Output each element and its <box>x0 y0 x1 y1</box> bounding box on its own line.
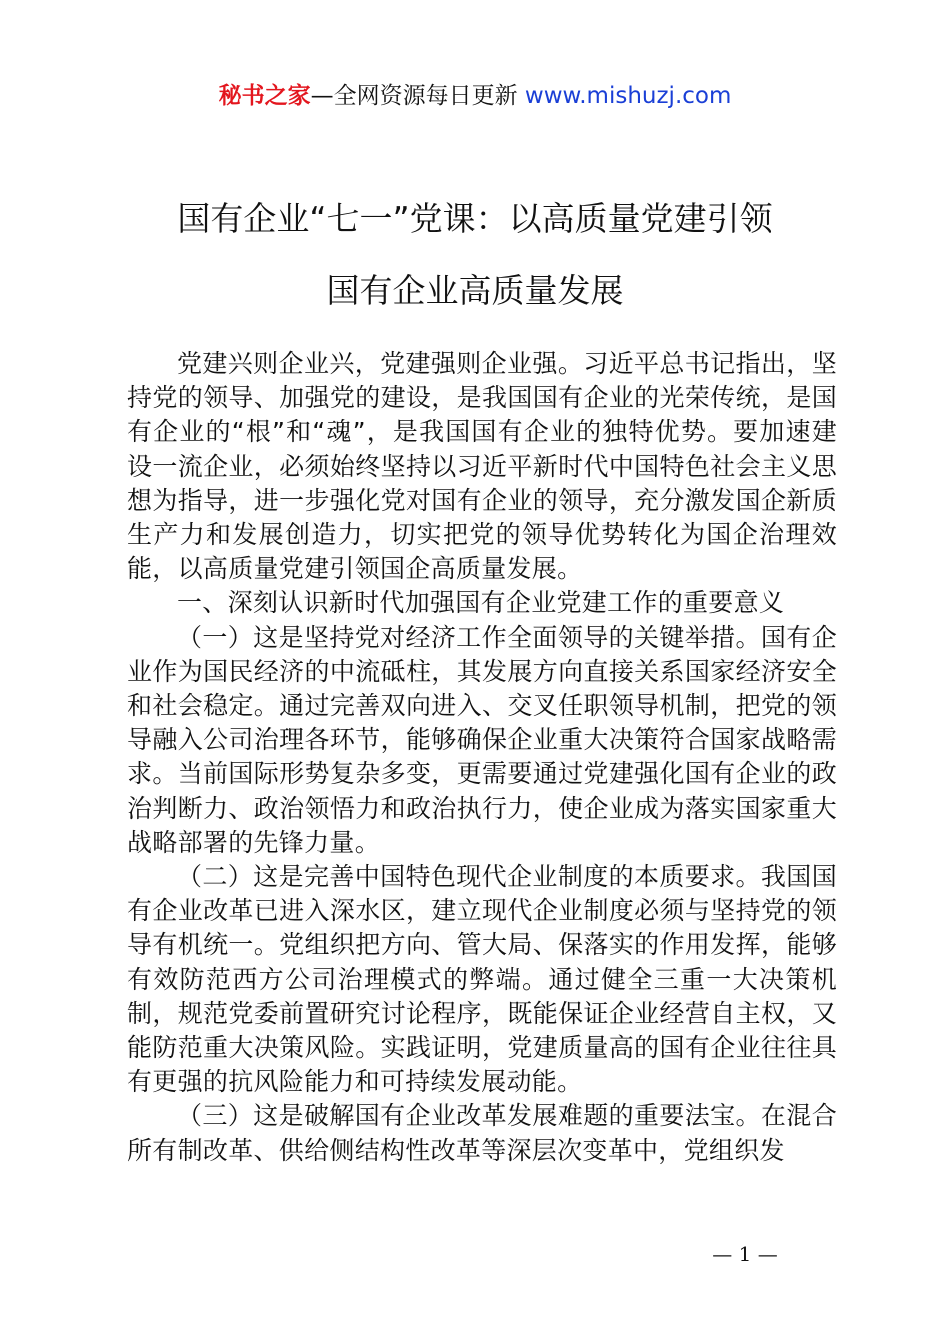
document-body <box>127 347 837 1168</box>
document-title <box>60 183 890 327</box>
title-line-1: 国有企业“七一”党课：以高质量党建引领 <box>177 199 773 238</box>
paragraph-point-3: （三）这是破解国有企业改革发展难题的重要法宝。在混合所有制改革、供给侧结构性改革等深层次变革中，党组织发 <box>127 1101 837 1165</box>
site-tagline: —全网资源每日更新 <box>310 83 525 109</box>
paragraph-point-1: （一）这是坚持党对经济工作全面领导的关键举措。国有企业作为国民经济的中流砥柱，其发展方向直接关系国家经济安全和社会稳定。通过完善双向进入、交叉任职领导机制，把党的领导融入公司治理各环节，能够确保企业重大决策符合国家战略需求。当前国际形势复杂多变，更需要通过党建强化国有企业的政治判断力、政治领悟力和政治执行力，使企业成为落实国家重大战略部署的先锋力量。 <box>127 622 837 857</box>
site-brand: 秘书之家 <box>218 83 311 109</box>
site-header <box>0 80 950 112</box>
section-heading-1: 一、深刻认识新时代加强国有企业党建工作的重要意义 <box>177 588 785 618</box>
paragraph-point-2: （二）这是完善中国特色现代企业制度的本质要求。我国国有企业改革已进入深水区，建立现代企业制度必须与坚持党的领导有机统一。党组织把方向、管大局、保落实的作用发挥，能够有效防范西方公司治理模式的弊端。通过健全三重一大决策机制，规范党委前置研究讨论程序，既能保证企业经营自主权，又能防范重大决策风险。实践证明，党建质量高的国有企业往往具有更强的抗风险能力和可持续发展动能。 <box>127 862 837 1097</box>
page-number: — 1 — <box>712 1242 778 1266</box>
site-url-link[interactable]: www.mishuzj.com <box>524 83 732 109</box>
paragraph-intro: 党建兴则企业兴，党建强则企业强。习近平总书记指出，坚持党的领导、加强党的建设，是我国国有企业的光荣传统，是国有企业的“根”和“魂”，是我国国有企业的独特优势。要加速建设一流企业，必须始终坚持以习近平新时代中国特色社会主义思想为指导，进一步强化党对国有企业的领导，充分激发国企新质生产力和发展创造力，切实把党的领导优势转化为国企治理效能，以高质量党建引领国企高质量发展。 <box>127 349 837 584</box>
title-line-2: 国有企业高质量发展 <box>326 271 624 310</box>
